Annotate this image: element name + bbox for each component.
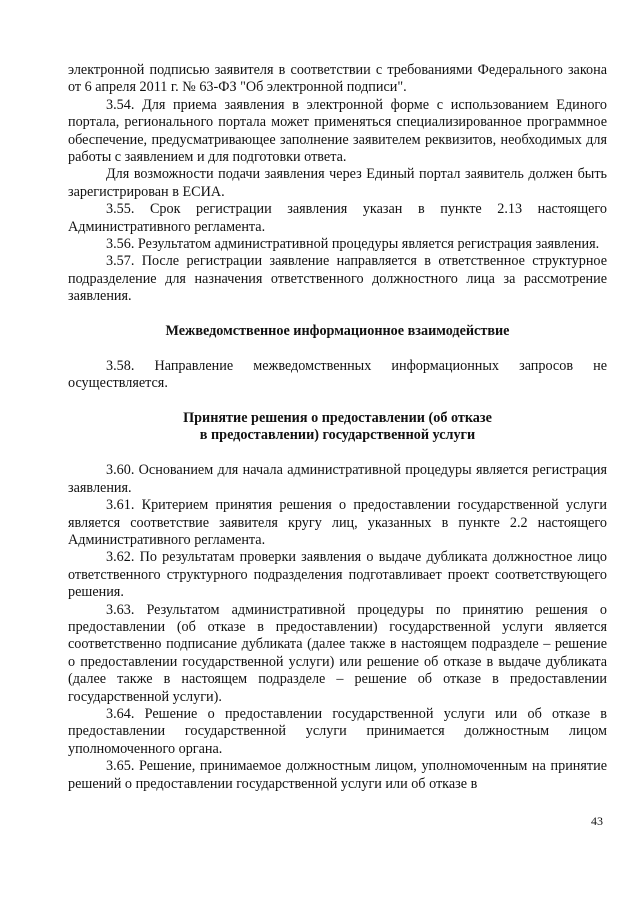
paragraph-esia-registration: Для возможности подачи заявления через Единый портал заявитель должен быть зарегистрирован в ЕСИА. [68, 166, 607, 200]
page-number: 43 [591, 814, 603, 828]
paragraph-3-65: 3.65. Решение, принимаемое должностным лицом, уполномоченным на принятие решений о предоставлении государственной услуги или об отказе в [68, 758, 607, 792]
paragraph-3-62: 3.62. По результатам проверки заявления о выдаче дубликата должностное лицо ответственного структурного подразделения подготавливает проект соответствующего решения. [68, 549, 607, 601]
paragraph-3-54: 3.54. Для приема заявления в электронной форме с использованием Единого портала, регионального портала может применяться специализированное программное обеспечение, предусматривающее заполнение заявителем реквизитов, необходимых для работы с заявлением и для подготовки ответа. [68, 96, 607, 166]
heading-decision-line-1: Принятие решения о предоставлении (об отказе [183, 410, 492, 427]
spacer [68, 445, 607, 462]
paragraph-3-58: 3.58. Направление межведомственных информационных запросов не осуществляется. [68, 357, 607, 392]
paragraph-3-57: 3.57. После регистрации заявление направляется в ответственное структурное подразделение для назначения ответственного должностного лица за рассмотрение заявления. [68, 253, 607, 305]
paragraph-3-64: 3.64. Решение о предоставлении государственной услуги или об отказе в предоставлении государственной услуги принимается должностным лицом уполномоченного органа. [68, 705, 607, 757]
paragraph-3-55: 3.55. Срок регистрации заявления указан в пункте 2.13 настоящего Административного регламента. [68, 201, 607, 235]
paragraph-3-63: 3.63. Результатом административной процедуры по принятию решения о предоставлении (об отказе в предоставлении) государственной услуги является соответственно подписание дубликата (далее также в настоящем подразделе – решение о предоставлении государственной услуги) или решение об отказе в выдаче дубликата (далее также в настоящем подразделе – решение об отказе в предоставлении государственной услуги). [68, 601, 607, 705]
spacer [68, 306, 607, 323]
document-body [68, 62, 607, 793]
paragraph-3-56: 3.56. Результатом административной процедуры является регистрация заявления. [106, 236, 600, 253]
paragraph-3-61: 3.61. Критерием принятия решения о предоставлении государственной услуги является соответствие заявителя кругу лиц, указанных в пункте 2.2 настоящего Административного регламента. [68, 497, 607, 548]
heading-decision-line-2: в предоставлении) государственной услуги [199, 427, 476, 444]
spacer [68, 340, 607, 357]
paragraph-3-60: 3.60. Основанием для начала административной процедуры является регистрация заявления. [68, 462, 607, 496]
heading-interagency: Межведомственное информационное взаимодействие [165, 323, 510, 340]
spacer [68, 393, 607, 410]
paragraph-continuation: электронной подписью заявителя в соответствии с требованиями Федерального закона от 6 апреля 2011 г. № 63-ФЗ "Об электронной подписи". [68, 62, 607, 96]
